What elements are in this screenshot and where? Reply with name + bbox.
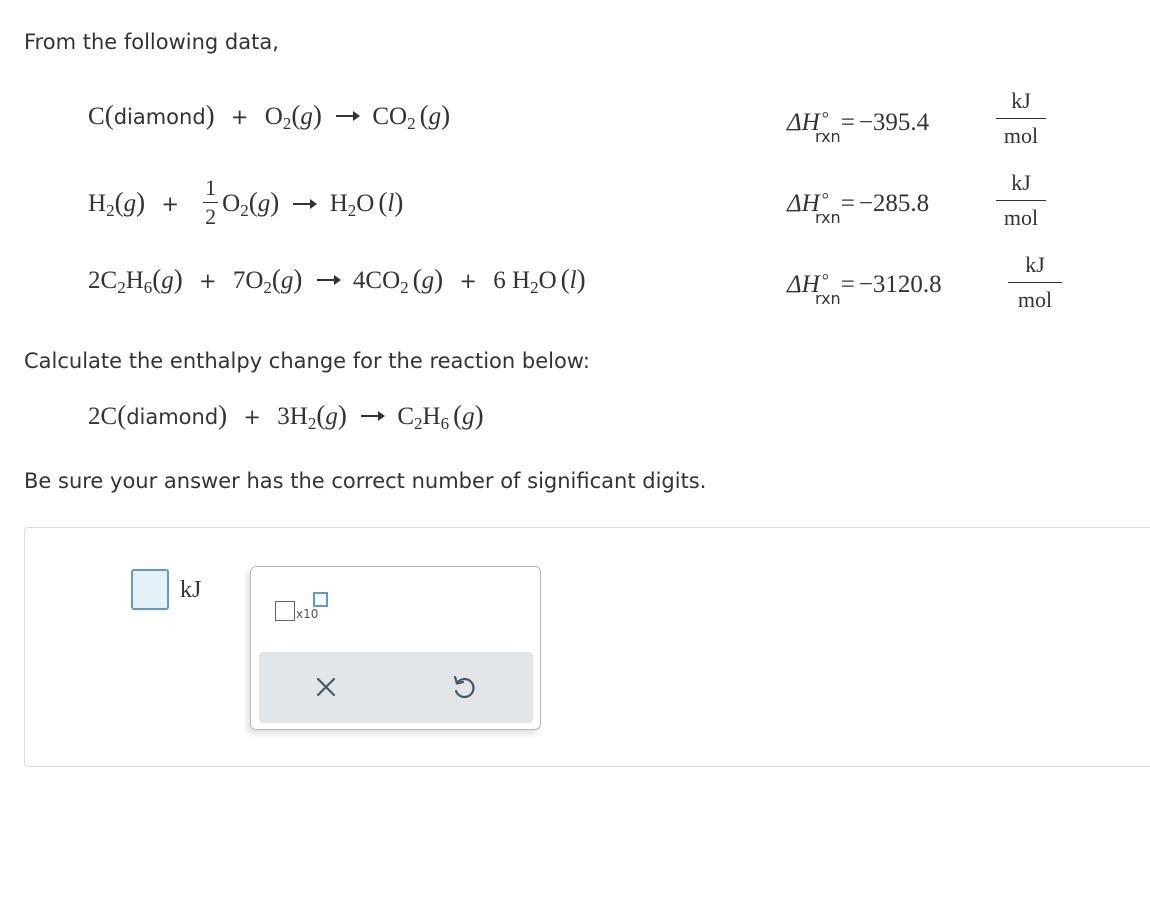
intro-text: From the following data, [24,30,279,54]
reaction-3-unit: kJ mol [1008,254,1062,311]
half-fraction: $\frac{1}{2}$ [205,175,217,229]
reaction-3-equation: $2C_2H_6(g) + 7O_2(g)$ $4CO_2$ (g) + 6 $H_2O$ (l) [88,264,586,297]
popup-toolbar [259,652,533,723]
math-input-popup [250,566,541,730]
exponent-box-icon [313,592,328,607]
reaction-2-enthalpy: ΔH °$_{rxn}$= −285.8 [787,189,930,227]
answer-unit: kJ [180,577,202,603]
reaction-arrow [361,415,383,417]
close-icon [306,667,346,707]
reaction-arrow [293,203,315,205]
x10-label: x10 [296,607,319,621]
undo-icon [444,667,484,707]
undo-button[interactable] [444,667,484,707]
reaction-3-enthalpy: ΔH °$_{rxn}$= −3120.8 [787,270,942,308]
target-reaction-equation: 2C(diamond) + $3H_2(g)$ $C_2H_6$ (g) [88,400,484,433]
reaction-arrow [336,115,358,117]
reaction-1-unit: kJ mol [996,90,1046,147]
reaction-1-enthalpy: ΔH °$_{rxn}$= −395.4 [787,108,930,146]
answer-input[interactable] [131,569,169,610]
clear-button[interactable] [306,667,346,707]
mantissa-box-icon [275,601,295,621]
scientific-notation-button[interactable] [275,591,335,631]
reaction-arrow [317,279,339,281]
answer-panel [24,527,1150,767]
reaction-1-equation: C(diamond) + $O_2(g)$ $CO_2$ (g) [88,100,451,133]
sig-figs-note: Be sure your answer has the correct number of significant digits. [24,469,707,493]
reaction-2-equation: $H_2(g)$ + $\frac{1}{2}$ $O_2(g)$ $H_2O$ (l) [88,175,404,229]
question-prompt: Calculate the enthalpy change for the reaction below: [24,349,590,373]
reaction-2-unit: kJ mol [996,172,1046,229]
